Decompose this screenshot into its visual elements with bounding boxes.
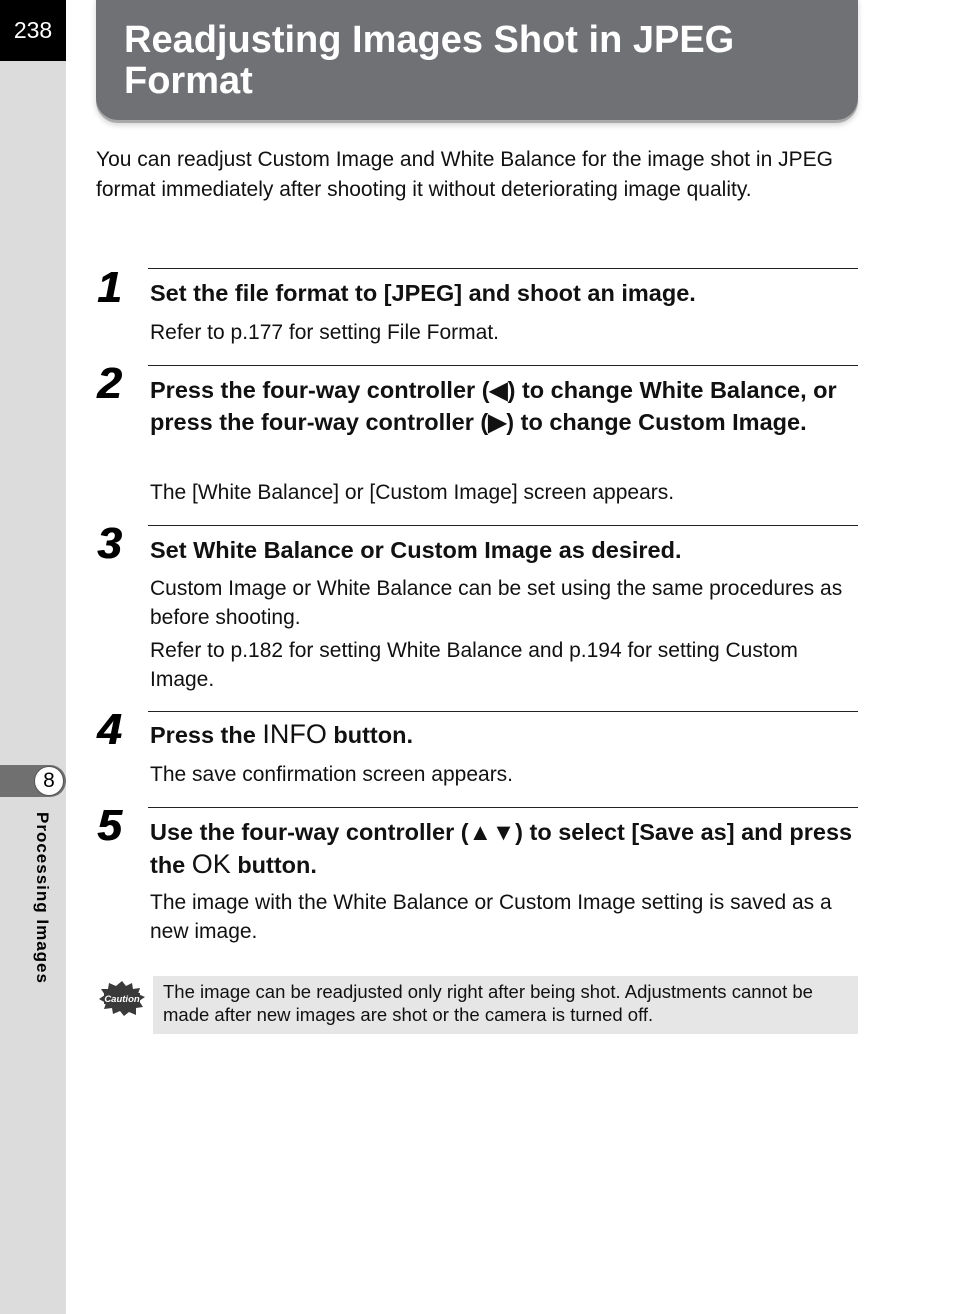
intro-paragraph: You can readjust Custom Image and White Balance for the image shot in JPEG format immediately after shooting it without deteriorating image quality. [96, 148, 833, 201]
caution-note: The image can be readjusted only right after being shot. Adjustments cannot be made after new images are shot or the camera is turned off. [153, 976, 858, 1034]
right-arrow-icon: ▶ [488, 408, 507, 435]
step-number: 2 [97, 359, 122, 408]
page-number: 238 [0, 0, 66, 61]
step-text: The [White Balance] or [Custom Image] screen appears. [150, 481, 675, 504]
page-title: Readjusting Images Shot in JPEG Format [124, 19, 735, 102]
step-divider [148, 807, 858, 808]
step-divider [148, 711, 858, 712]
step-text: Refer to p.177 for setting File Format. [150, 321, 499, 344]
chapter-title: Processing Images [33, 812, 52, 984]
step-text: The save confirmation screen appears. [150, 763, 514, 786]
step-number: 5 [97, 801, 122, 850]
step-divider [148, 525, 858, 526]
step-number: 4 [97, 705, 122, 754]
left-arrow-icon: ◀ [489, 377, 508, 403]
info-button-label: INFO [262, 719, 327, 749]
step-divider [148, 365, 858, 366]
step-text: Refer to p.182 for setting White Balance and p.194 for setting Custom Image. [150, 639, 798, 691]
caution-icon [98, 980, 146, 1016]
step-heading: Use the four-way controller (▲▼) to select [Save as] and press the OK button. [150, 819, 853, 879]
step-heading: Press the INFO button. [150, 719, 413, 749]
step-number: 3 [97, 519, 122, 568]
ok-button-label: OK [191, 848, 231, 879]
step-heading: Press the four-way controller (◀) to change White Balance, or press the four-way controller (▶) to change Custom Image. [150, 377, 837, 435]
step-text: The image with the White Balance or Custom Image setting is saved as a new image. [150, 891, 832, 943]
step-text: Custom Image or White Balance can be set using the same procedures as before shooting. [150, 577, 843, 629]
step-divider [148, 268, 858, 269]
svg-text:Caution: Caution [104, 994, 140, 1005]
chapter-number: 8 [34, 766, 64, 796]
up-down-arrow-icon: ▲▼ [468, 819, 516, 845]
step-heading: Set the file format to [JPEG] and shoot an image. [150, 280, 696, 306]
side-strip [0, 0, 66, 1314]
step-number: 1 [97, 263, 122, 312]
step-heading: Set White Balance or Custom Image as desired. [150, 537, 682, 563]
